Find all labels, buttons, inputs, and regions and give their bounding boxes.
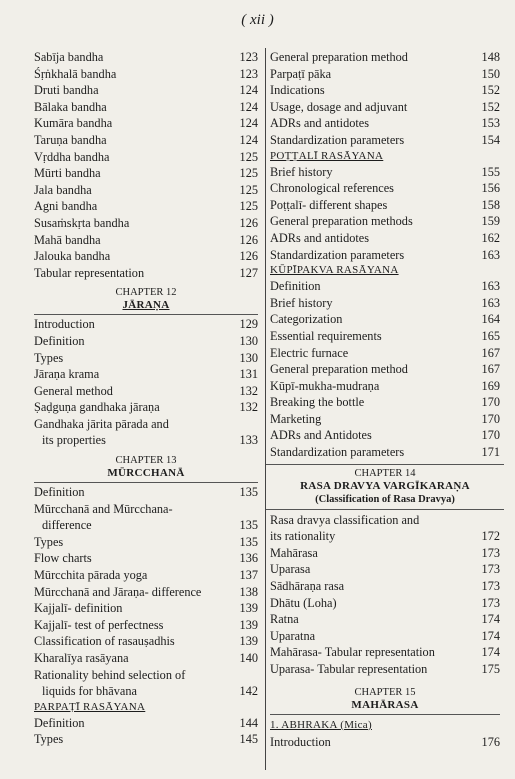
toc-group <box>270 49 500 149</box>
toc-page: 124 <box>239 83 258 98</box>
toc-entry <box>270 278 500 295</box>
toc-label: Kūpī-mukha-mudraṇa <box>270 378 380 393</box>
toc-entry <box>270 644 500 661</box>
toc-label: Poṭṭalī- different shapes <box>270 197 388 212</box>
toc-label: Sabīja bandha <box>34 50 104 64</box>
toc-entry <box>34 550 258 567</box>
toc-entry <box>270 661 500 678</box>
toc-page: 167 <box>481 362 500 377</box>
toc-label: Usage, dosage and adjuvant <box>270 99 408 114</box>
toc-page: 172 <box>481 529 500 544</box>
section-heading: PARPAṬĪ RASĀYANA <box>34 700 146 713</box>
toc-page: 156 <box>481 181 500 196</box>
toc-page: 132 <box>239 400 258 415</box>
toc-entry <box>34 350 258 367</box>
toc-label: Mūrti bandha <box>34 166 101 181</box>
toc-page: 137 <box>239 568 258 583</box>
toc-label: Flow charts <box>34 551 92 566</box>
toc-entry <box>270 628 500 645</box>
toc-page: 164 <box>481 312 500 327</box>
toc-entry <box>270 230 500 247</box>
toc-page: 142 <box>239 684 258 699</box>
toc-label: Types <box>34 732 64 747</box>
toc-page: 139 <box>239 634 258 649</box>
toc-entry <box>270 512 500 545</box>
toc-label: Uparatna <box>270 628 316 643</box>
toc-label: Standardization parameters <box>270 132 405 147</box>
toc-entry <box>34 99 258 116</box>
toc-entry <box>270 595 500 612</box>
toc-page: 130 <box>239 350 258 365</box>
toc-entry <box>34 115 258 132</box>
toc-entry <box>34 482 258 501</box>
chapter-number: CHAPTER 12 <box>115 287 177 299</box>
toc-label: liquids for bhāvana <box>42 684 137 699</box>
toc-page: 132 <box>239 383 258 398</box>
toc-label: its properties <box>42 433 106 448</box>
toc-page: 176 <box>481 734 500 749</box>
toc-page: 153 <box>481 116 500 131</box>
toc-entry <box>34 232 258 249</box>
toc-page: 125 <box>239 166 258 181</box>
toc-page: 124 <box>239 116 258 131</box>
toc-page: 152 <box>481 99 500 114</box>
toc-entry <box>34 416 258 449</box>
toc-label: Types <box>34 350 64 365</box>
toc-entry <box>270 99 500 116</box>
toc-label: ADRs and antidotes <box>270 230 370 245</box>
toc-page: 123 <box>239 66 258 81</box>
toc-label: Susaṁskṛta bandha <box>34 215 130 230</box>
toc-label: Mahārasa <box>270 545 318 560</box>
toc-group <box>34 314 258 416</box>
chapter-subtitle: (Classification of Rasa Dravya) <box>315 493 455 505</box>
toc-label: Sādhāraṇa rasa <box>270 579 345 594</box>
toc-label: difference <box>42 518 92 533</box>
toc-page: 131 <box>239 367 258 382</box>
toc-page: 173 <box>481 545 500 560</box>
toc-label: Kumāra bandha <box>34 116 113 131</box>
toc-entry <box>270 247 500 264</box>
toc-label: ADRs and antidotes <box>270 116 370 131</box>
toc-label: Gandhaka jārita pārada and <box>34 416 169 431</box>
toc-entry <box>270 66 500 83</box>
toc-entry <box>34 82 258 99</box>
toc-label: Uparasa <box>270 562 311 577</box>
toc-page: 124 <box>239 132 258 147</box>
toc-page: 125 <box>239 199 258 214</box>
section-heading: 1. ABHRAKA (Mica) <box>270 714 500 734</box>
toc-page: 170 <box>481 428 500 443</box>
toc-entry <box>34 731 258 748</box>
chapter-number: CHAPTER 15 <box>354 686 416 698</box>
chapter-title: MŪRCCHANĀ <box>107 467 185 480</box>
toc-group <box>270 278 500 461</box>
toc-label: Introduction <box>270 734 331 749</box>
toc-page: 129 <box>239 317 258 332</box>
toc-label: Uparasa- Tabular representation <box>270 662 428 676</box>
toc-entry <box>34 667 258 700</box>
toc-entry <box>270 115 500 132</box>
toc-entry <box>34 248 258 265</box>
toc-page: 162 <box>481 230 500 245</box>
toc-page: 158 <box>481 197 500 212</box>
toc-page: 174 <box>481 612 500 627</box>
toc-label: Vṛddha bandha <box>34 149 110 164</box>
toc-entry <box>270 295 500 312</box>
toc-entry <box>34 567 258 584</box>
toc-entry <box>34 316 258 333</box>
section-heading: POṬṬALĪ RASĀYANA <box>270 149 384 162</box>
toc-label: Rationality behind selection of <box>34 667 186 682</box>
toc-label: General preparation method <box>270 50 408 64</box>
toc-label: Jala bandha <box>34 182 92 197</box>
toc-page: 139 <box>239 601 258 616</box>
left-column <box>34 49 258 748</box>
toc-label: Mūrcchita pārada yoga <box>34 568 148 583</box>
toc-page: 127 <box>239 265 258 280</box>
toc-entry <box>270 561 500 578</box>
toc-page: 130 <box>239 333 258 348</box>
chapter-title: RASA DRAVYA VARGĪKARAṆA <box>300 479 470 492</box>
toc-label: Dhātu (Loha) <box>270 595 337 610</box>
toc-label: Taruṇa bandha <box>34 132 107 147</box>
toc-page: 165 <box>481 328 500 343</box>
toc-label: Agni bandha <box>34 199 98 214</box>
toc-page: 167 <box>481 345 500 360</box>
toc-group <box>270 545 500 678</box>
toc-page: 145 <box>239 732 258 747</box>
toc-label: Chronological references <box>270 181 394 196</box>
toc-page: 135 <box>239 518 258 533</box>
chapter-number: CHAPTER 13 <box>115 455 177 467</box>
toc-entry <box>270 611 500 628</box>
right-column <box>270 49 500 750</box>
toc-label: Parpaṭī pāka <box>270 66 332 81</box>
toc-page: 148 <box>481 50 500 64</box>
toc-entry <box>34 132 258 149</box>
toc-page: 140 <box>239 651 258 665</box>
toc-entry <box>270 132 500 149</box>
section-heading: KŪPĪPAKVA RASĀYANA <box>270 264 399 277</box>
chapter-14-heading <box>266 464 504 510</box>
chapter-12-heading <box>34 286 258 312</box>
toc-page: 125 <box>239 182 258 197</box>
toc-entry <box>270 378 500 395</box>
toc-page: 154 <box>481 132 500 147</box>
toc-page: 136 <box>239 551 258 566</box>
toc-page: 144 <box>239 715 258 730</box>
toc-label: Breaking the bottle <box>270 395 365 410</box>
toc-page: 126 <box>239 232 258 247</box>
toc-group <box>270 164 500 264</box>
toc-page: 139 <box>239 617 258 632</box>
toc-page: 155 <box>481 164 500 179</box>
toc-entry <box>270 345 500 362</box>
toc-entry <box>270 734 500 751</box>
toc-label: Marketing <box>270 411 322 426</box>
toc-label: Ṣaḍguṇa gandhaka jāraṇa <box>34 400 160 415</box>
toc-label: Types <box>34 534 64 549</box>
toc-label: Mahārasa- Tabular representation <box>270 645 435 660</box>
toc-page: 125 <box>239 149 258 164</box>
toc-entry <box>34 149 258 166</box>
toc-page: 150 <box>481 66 500 81</box>
toc-page: 126 <box>239 215 258 230</box>
toc-label: Definition <box>270 279 321 294</box>
toc-page: 173 <box>481 595 500 610</box>
toc-label: Mūrcchanā and Jāraṇa- difference <box>34 584 202 599</box>
toc-entry <box>270 180 500 197</box>
toc-page: 169 <box>481 378 500 393</box>
toc-label: Indications <box>270 83 325 98</box>
toc-page: 123 <box>239 50 258 64</box>
toc-entry <box>270 361 500 378</box>
toc-page: 138 <box>239 584 258 599</box>
toc-entry <box>34 600 258 617</box>
toc-page: 124 <box>239 99 258 114</box>
chapter-15-heading <box>270 686 500 712</box>
toc-label: Standardization parameters <box>270 445 405 460</box>
toc-page: 159 <box>481 214 500 229</box>
toc-page: 126 <box>239 249 258 264</box>
toc-page: 173 <box>481 562 500 577</box>
toc-label: its rationality <box>270 529 336 544</box>
toc-entry <box>34 165 258 182</box>
toc-entry <box>34 633 258 650</box>
toc-label: Definition <box>34 333 85 348</box>
toc-label: Categorization <box>270 312 343 327</box>
toc-entry <box>270 545 500 562</box>
toc-entry <box>34 399 258 416</box>
toc-page: 163 <box>481 279 500 294</box>
toc-label: ADRs and Antidotes <box>270 428 372 443</box>
toc-label: Śṛṅkhalā bandha <box>34 66 117 81</box>
toc-label: Introduction <box>34 317 95 332</box>
toc-label: General method <box>34 383 113 398</box>
chapter-13-heading <box>34 454 258 480</box>
toc-page: 174 <box>481 645 500 660</box>
toc-page: 170 <box>481 395 500 410</box>
toc-entry <box>270 394 500 411</box>
toc-entry <box>34 66 258 83</box>
toc-entry <box>34 49 258 66</box>
toc-group <box>34 534 258 667</box>
toc-page: 174 <box>481 628 500 643</box>
chapter-title: JĀRAṆA <box>122 299 170 312</box>
toc-page: 152 <box>481 83 500 98</box>
chapter-title: MAHĀRASA <box>351 698 419 711</box>
toc-entry <box>270 82 500 99</box>
toc-label: Jalouka bandha <box>34 249 111 264</box>
chapter-number: CHAPTER 14 <box>354 467 416 479</box>
toc-label: Essential requirements <box>270 328 382 343</box>
toc-label: Mahā bandha <box>34 232 101 247</box>
toc-entry <box>34 534 258 551</box>
toc-entry <box>34 215 258 232</box>
toc-label: Ratna <box>270 612 299 627</box>
toc-group <box>34 49 258 281</box>
toc-entry <box>34 366 258 383</box>
toc-page: 133 <box>239 433 258 448</box>
toc-entry <box>34 333 258 350</box>
toc-entry <box>34 650 258 667</box>
toc-entry <box>270 213 500 230</box>
page-number: ( xii ) <box>241 12 274 28</box>
toc-entry <box>34 715 258 732</box>
toc-group <box>270 734 500 751</box>
toc-label: Classification of rasauṣadhis <box>34 634 175 649</box>
toc-label: Definition <box>34 485 85 500</box>
toc-page: 135 <box>239 534 258 549</box>
toc-entry <box>270 328 500 345</box>
toc-entry <box>270 197 500 214</box>
toc-label: Jāraṇa krama <box>34 367 100 382</box>
toc-label: Druti bandha <box>34 83 99 98</box>
toc-label: Definition <box>34 715 85 730</box>
toc-page: 170 <box>481 411 500 426</box>
toc-entry <box>34 265 258 282</box>
toc-entry <box>270 311 500 328</box>
toc-label: Kajjalī- test of perfectness <box>34 617 164 632</box>
toc-page: 175 <box>481 662 500 676</box>
toc-entry <box>270 164 500 181</box>
toc-label: General preparation methods <box>270 214 413 229</box>
toc-label: Bālaka bandha <box>34 99 107 114</box>
toc-label: Rasa dravya classification and <box>270 512 420 527</box>
toc-label: Electric furnace <box>270 345 349 360</box>
toc-entry <box>34 198 258 215</box>
toc-page: 163 <box>481 247 500 262</box>
toc-entry <box>34 383 258 400</box>
toc-label: Brief history <box>270 295 333 310</box>
column-divider <box>265 48 266 770</box>
toc-entry <box>270 427 500 444</box>
toc-group <box>34 715 258 748</box>
toc-page: 135 <box>239 485 258 500</box>
toc-page: 173 <box>481 579 500 594</box>
toc-page: 171 <box>481 445 500 460</box>
toc-entry <box>34 617 258 634</box>
toc-label: General preparation method <box>270 362 408 377</box>
toc-entry <box>34 584 258 601</box>
toc-label: Kharalīya rasāyana <box>34 651 129 665</box>
toc-label: Tabular representation <box>34 265 145 280</box>
toc-label: Brief history <box>270 164 333 179</box>
toc-label: Standardization parameters <box>270 247 405 262</box>
toc-entry <box>270 411 500 428</box>
toc-page: 163 <box>481 295 500 310</box>
toc-entry <box>270 444 500 461</box>
toc-entry <box>270 49 500 66</box>
toc-label: Kajjalī- definition <box>34 601 123 616</box>
toc-entry <box>270 578 500 595</box>
toc-entry <box>34 182 258 199</box>
toc-label: Mūrcchanā and Mūrcchana- <box>34 501 173 516</box>
toc-entry <box>34 501 258 534</box>
